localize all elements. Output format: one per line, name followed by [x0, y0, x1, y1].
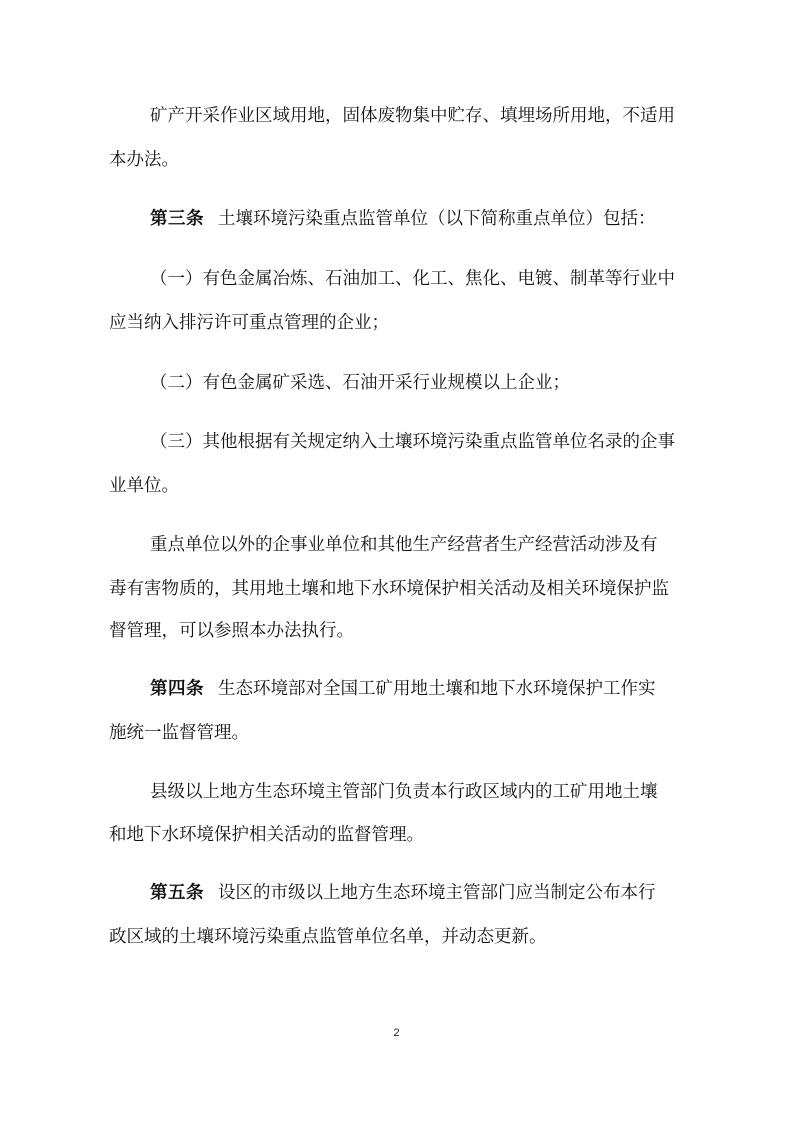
article-5-heading: 第五条: [150, 883, 204, 903]
article-3-heading: 第三条: [150, 209, 204, 229]
article-4-text: 生态环境部对全国工矿用地土壤和地下水环境保护工作实: [218, 679, 656, 699]
paragraph-line: （一）有色金属冶炼、石油加工、化工、焦化、电镀、制革等行业中: [150, 269, 675, 289]
paragraph-line: 本办法。: [109, 150, 179, 170]
article-3-line: [0, 207, 793, 231]
article-5-line: [0, 881, 793, 905]
paragraph-line: 和地下水环境保护相关活动的监督管理。: [109, 825, 424, 845]
paragraph-line: 施统一监督管理。: [109, 723, 249, 743]
paragraph-line: （三）其他根据有关规定纳入土壤环境污染重点监管单位名录的企事: [150, 432, 675, 452]
article-4-heading: 第四条: [150, 679, 204, 699]
paragraph-line: 应当纳入排污许可重点管理的企业；: [109, 313, 389, 333]
paragraph-line: 毒有害物质的，其用地土壤和地下水环境保护相关活动及相关环境保护监: [109, 579, 669, 599]
paragraph-line: 县级以上地方生态环境主管部门负责本行政区域内的工矿用地土壤: [150, 782, 658, 802]
paragraph-line: （二）有色金属矿采选、石油开采行业规模以上企业；: [150, 373, 570, 393]
article-3-text: 土壤环境污染重点监管单位（以下简称重点单位）包括：: [218, 209, 656, 229]
paragraph-line: 业单位。: [109, 476, 179, 496]
paragraph-line: 矿产开采作业区域用地，固体废物集中贮存、填埋场所用地，不适用: [150, 106, 675, 126]
article-4-line: [0, 677, 793, 701]
page-number: 2: [393, 1027, 400, 1039]
paragraph-line: 督管理，可以参照本办法执行。: [109, 621, 354, 641]
paragraph-line: 重点单位以外的企事业单位和其他生产经营者生产经营活动涉及有: [150, 535, 658, 555]
paragraph-line: 政区域的土壤环境污染重点监管单位名单，并动态更新。: [109, 927, 547, 947]
article-5-text: 设区的市级以上地方生态环境主管部门应当制定公布本行: [218, 883, 656, 903]
